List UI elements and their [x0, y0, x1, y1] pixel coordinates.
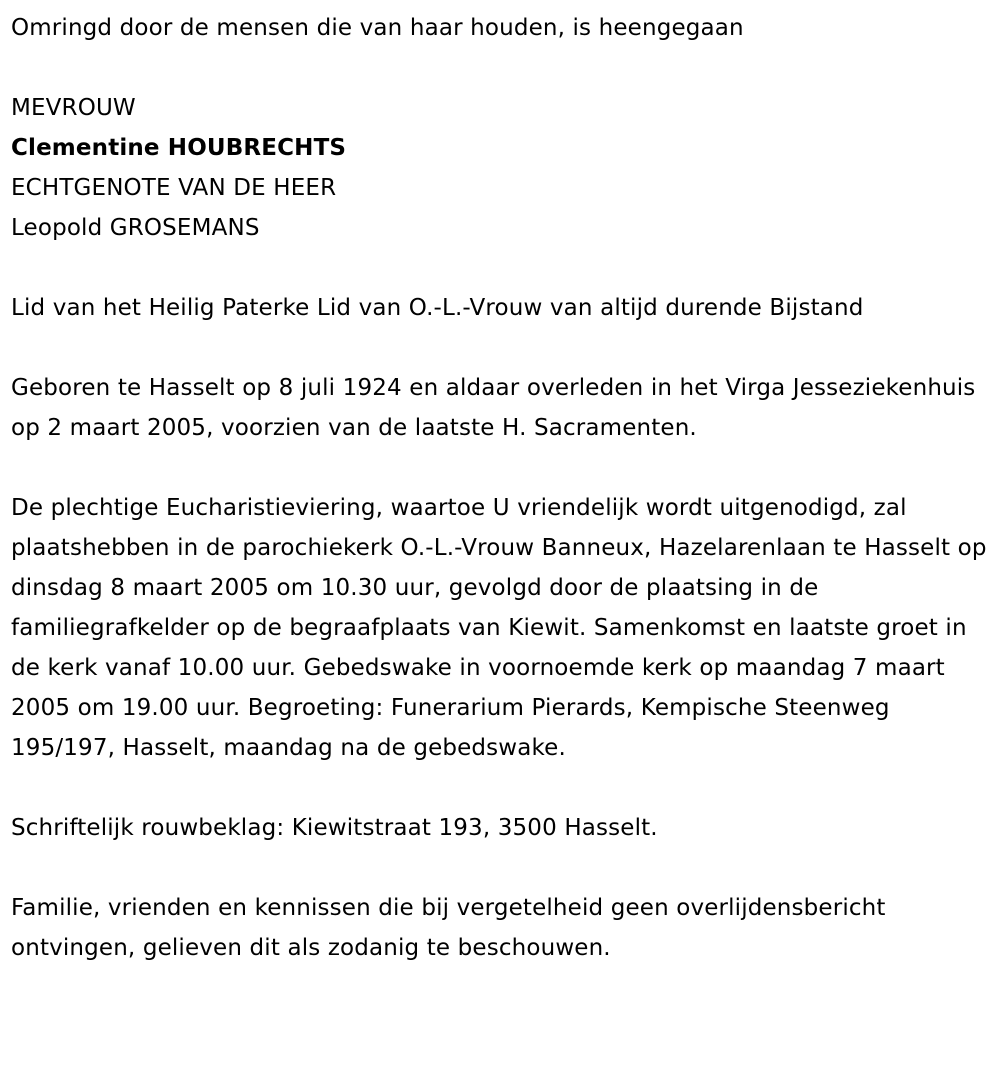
spouse-name: Leopold GROSEMANS [11, 215, 260, 241]
spacer [11, 848, 996, 888]
birth-death-paragraph: Geboren te Hasselt op 8 juli 1924 en aldaar overleden in het Virga Jesseziekenhuis op 2 maart 2005, voorzien van de laatste H. Sacramenten. [11, 375, 976, 441]
closing-paragraph: Familie, vrienden en kennissen die bij vergetelheid geen overlijdensbericht ontvingen, gelieven dit als zodanig te beschouwen. [11, 895, 886, 961]
intro-text: Omringd door de mensen die van haar houden, is heengegaan [11, 15, 744, 41]
spacer [11, 448, 996, 488]
memberships-text: Lid van het Heilig Paterke Lid van O.-L.-Vrouw van altijd durende Bijstand [11, 295, 864, 321]
spacer [11, 248, 996, 288]
condolences-address: Schriftelijk rouwbeklag: Kiewitstraat 193, 3500 Hasselt. [11, 815, 658, 841]
honorific-title: MEVROUW [11, 95, 136, 121]
deceased-name: Clementine HOUBRECHTS [11, 135, 347, 161]
obituary-notice [11, 8, 996, 968]
ceremony-paragraph: De plechtige Eucharistieviering, waartoe U vriendelijk wordt uitgenodigd, zal plaatshebben in de parochiekerk O.-L.-Vrouw Banneux, Hazelarenlaan te Hasselt op dinsdag 8 maart 2005 om 10.30 uur, gevolgd door de plaatsing in de familiegrafkelder op de begraafplaats van Kiewit. Samenkomst en laatste groet in de kerk vanaf 10.00 uur. Gebedswake in voornoemde kerk op maandag 7 maart 2005 om 19.00 uur. Begroeting: Funerarium Pierards, Kempische Steenweg 195/197, Hasselt, maandag na de gebedswake. [11, 495, 987, 761]
spacer [11, 48, 996, 88]
spacer [11, 328, 996, 368]
spouse-label: ECHTGENOTE VAN DE HEER [11, 175, 337, 201]
spacer [11, 768, 996, 808]
